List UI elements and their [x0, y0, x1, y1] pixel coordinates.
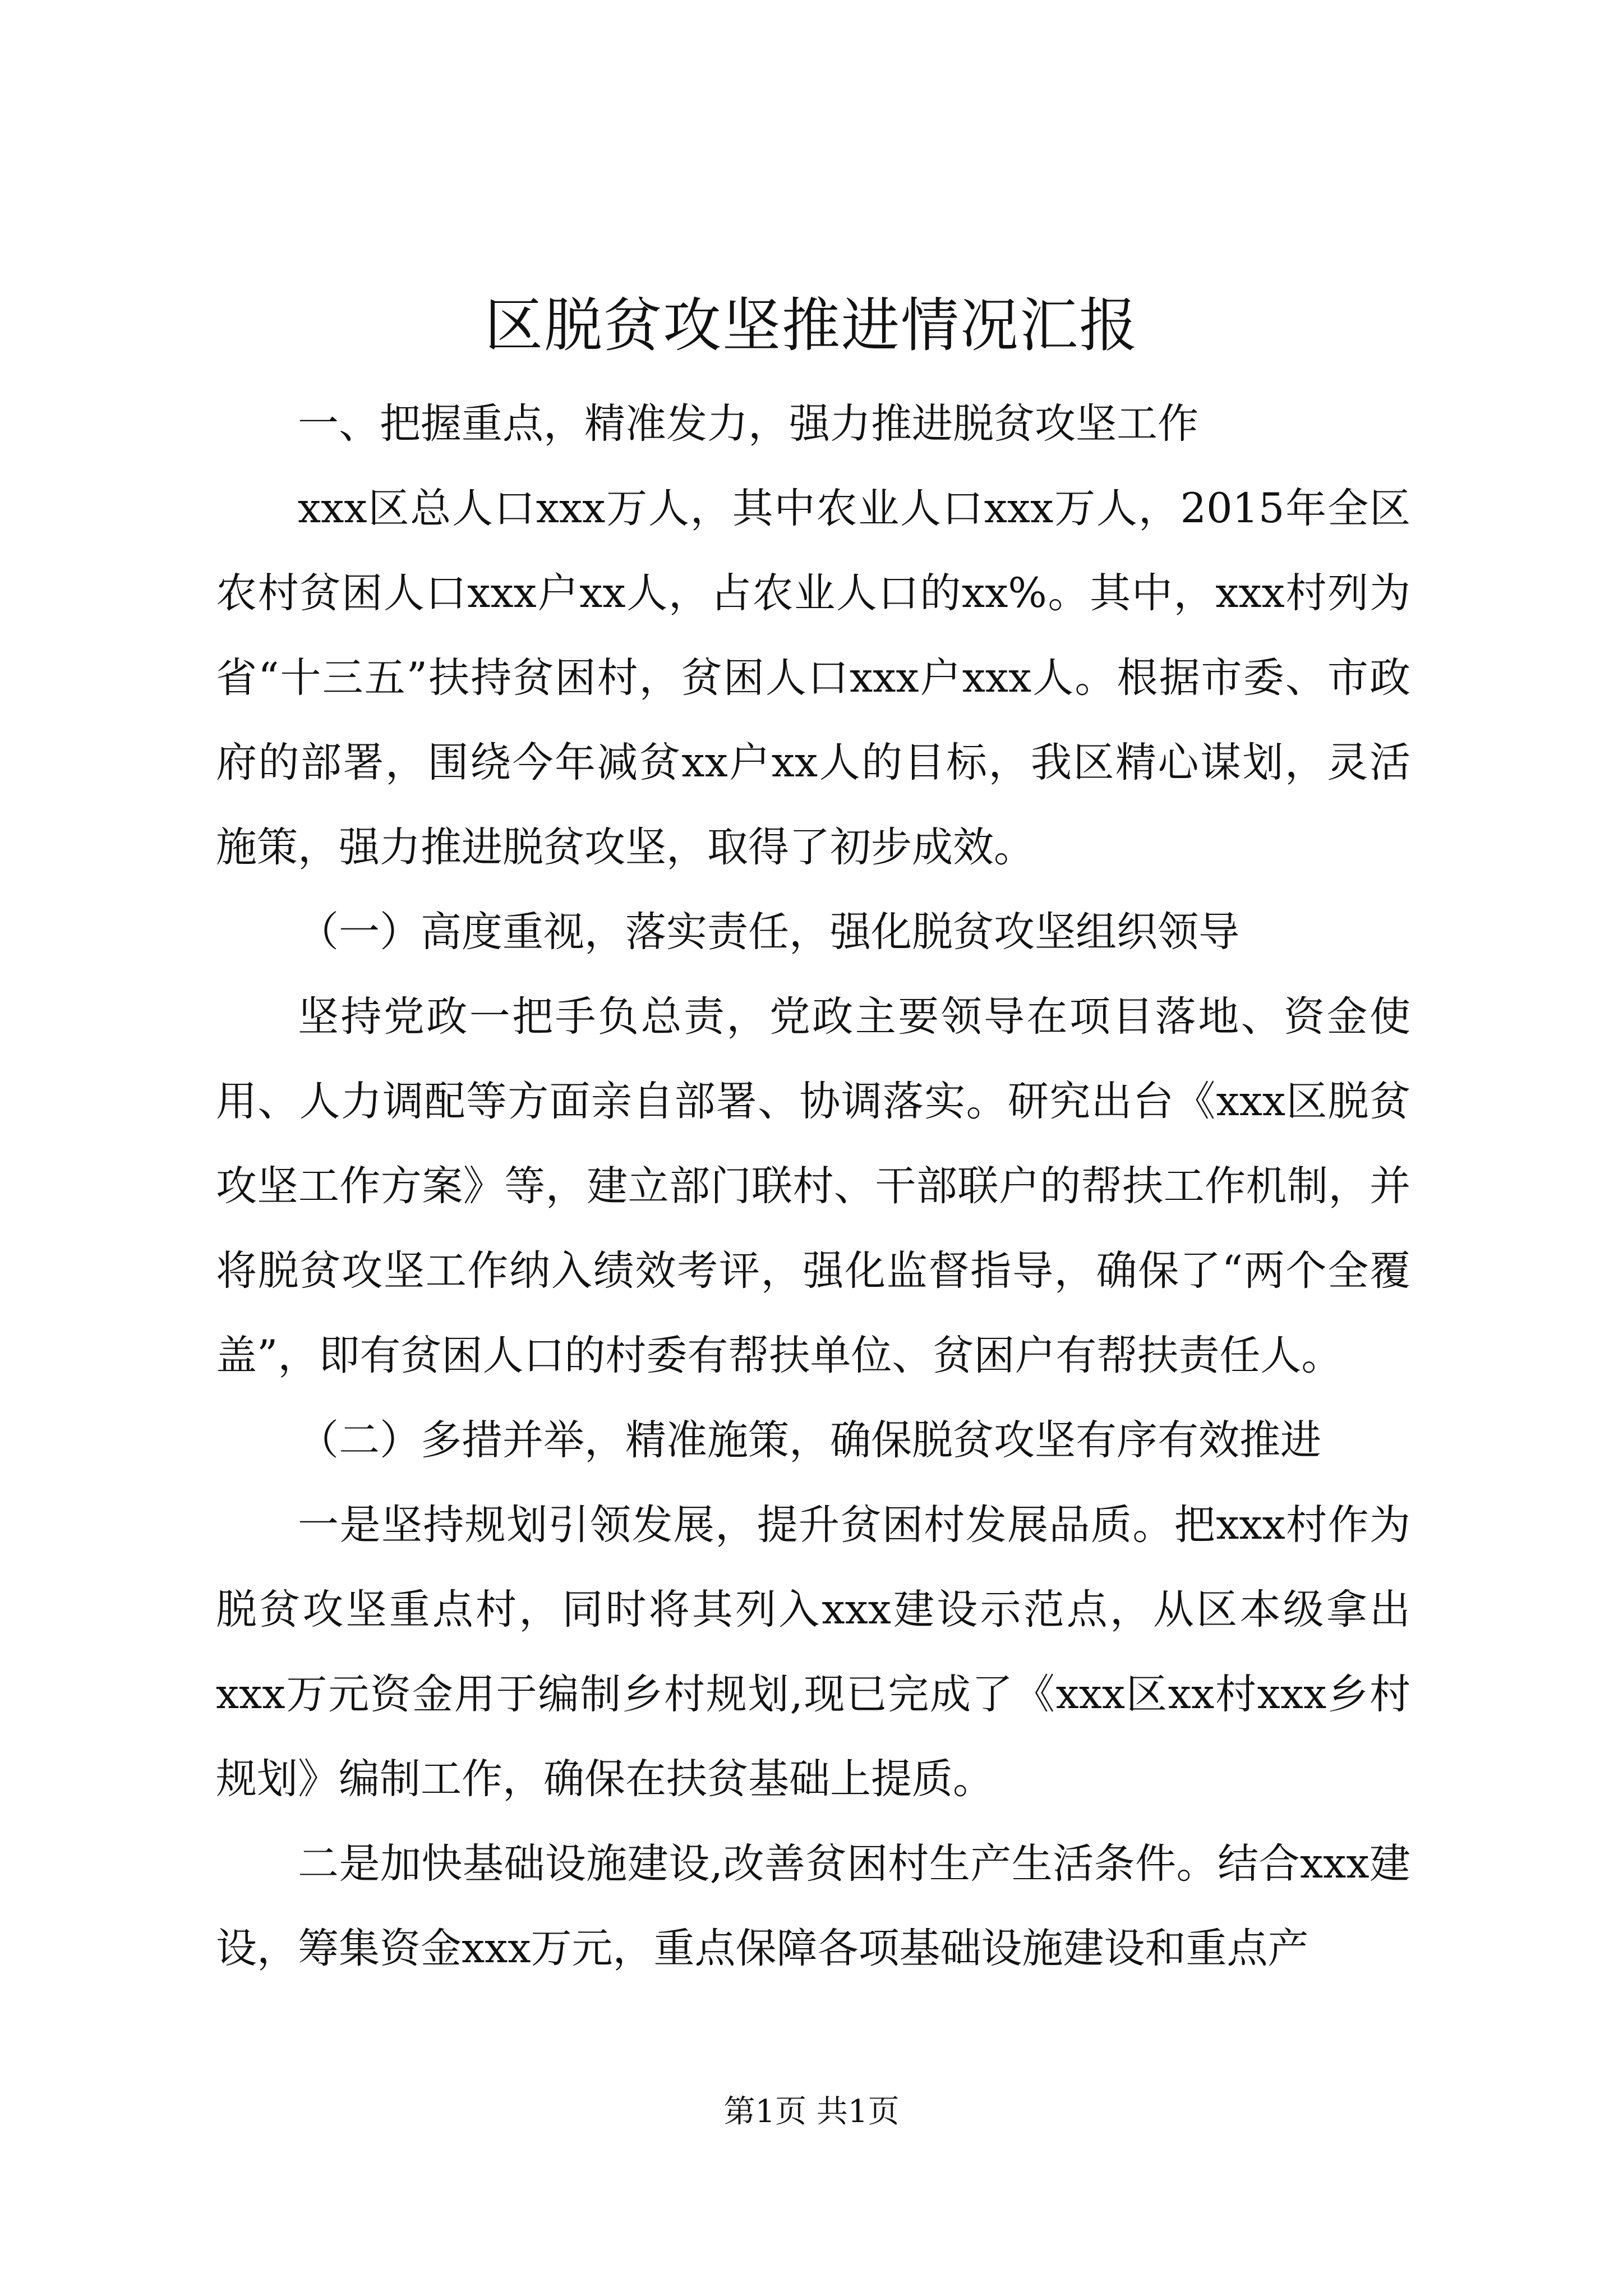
paragraph-overview: xxx区总人口xxx万人，其中农业人口xxx万人，2015年全区农村贫困人口xxx户xx人，占农业人口的xx%。其中，xxx村列为省“十三五”扶持贫困村，贫困人口xxx户xxx人。根据市委、市政府的部署，围绕今年减贫xx户xx人的目标，我区精心谋划，灵活施策，强力推进脱贫攻坚，取得了初步成效。 — [216, 485, 1410, 871]
section-heading-1: 一、把握重点，精准发力，强力推进脱贫攻坚工作 — [298, 400, 1198, 448]
paragraph-responsibility: 坚持党政一把手负总责，党政主要领导在项目落地、资金使用、人力调配等方面亲自部署、协调落实。研究出台《xxx区脱贫攻坚工作方案》等，建立部门联村、干部联户的帮扶工作机制，并将脱贫攻坚工作纳入绩效考评，强化监督指导，确保了“两个全覆盖”，即有贫困人口的村委有帮扶单位、贫困户有帮扶责任人。 — [216, 993, 1410, 1379]
document-title: 区脱贫攻坚推进情况汇报 — [484, 291, 1138, 360]
subsection-heading-1: （一）高度重视，落实责任，强化脱贫攻坚组织领导 — [298, 908, 1239, 956]
paragraph-planning: 一是坚持规划引领发展，提升贫困村发展品质。把xxx村作为脱贫攻坚重点村，同时将其列入xxx建设示范点，从区本级拿出xxx万元资金用于编制乡村规划,现已完成了《xxx区xx村xxx乡村规划》编制工作，确保在扶贫基础上提质。 — [216, 1501, 1410, 1803]
paragraph-infrastructure: 二是加快基础设施建设,改善贫困村生产生活条件。结合xxx建设，筹集资金xxx万元，重点保障各项基础设施建设和重点产 — [216, 1840, 1410, 1972]
document-body — [216, 381, 1410, 1991]
page-footer: 第1页 共1页 — [723, 2093, 900, 2130]
subsection-heading-2: （二）多措并举，精准施策，确保脱贫攻坚有序有效推进 — [298, 1416, 1321, 1464]
